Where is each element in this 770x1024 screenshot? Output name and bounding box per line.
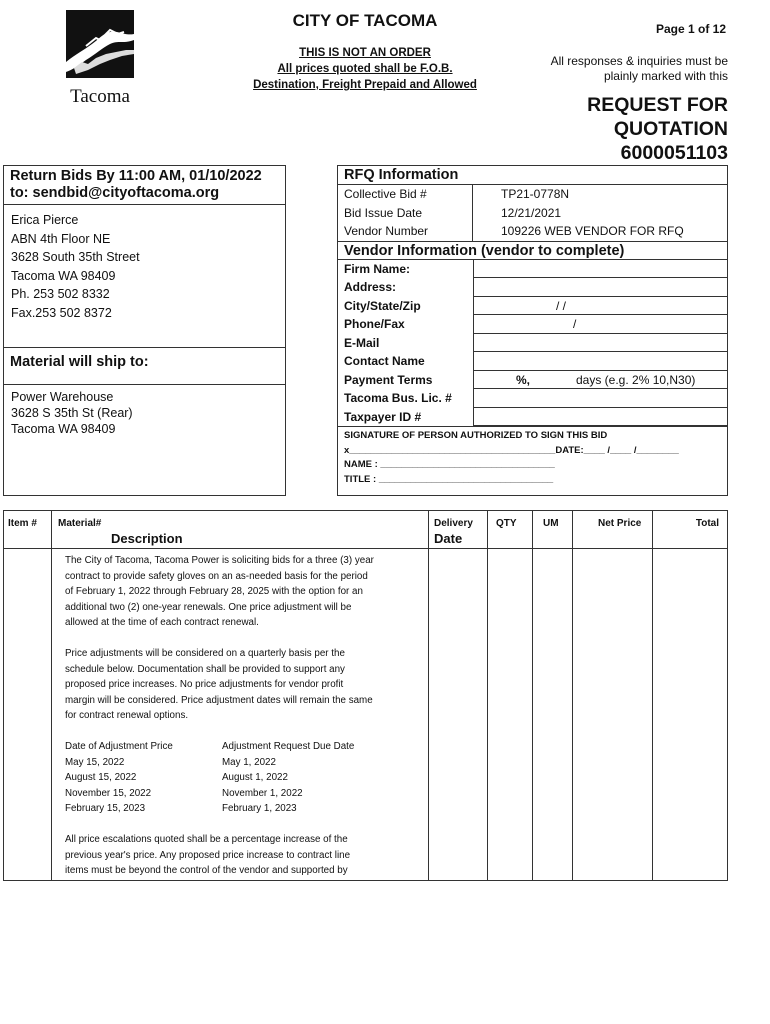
adjustment-price-date-header: Date of Adjustment Price	[65, 741, 173, 752]
notice-line-1: THIS IS NOT AN ORDER	[299, 47, 431, 59]
rfq-title-line-1: REQUEST FOR	[587, 94, 728, 116]
city-state-zip-field[interactable]	[473, 297, 727, 316]
adjustment-price-date: May 15, 2022	[65, 756, 125, 768]
return-bids-box	[3, 165, 286, 496]
adjustment-row	[65, 801, 405, 817]
paragraph-line: All price escalations quoted shall be a percentage increase of the	[65, 834, 348, 845]
rfq-title	[540, 93, 728, 165]
qty-column	[488, 511, 533, 880]
price-escalation-paragraph	[65, 832, 405, 879]
solicitation-paragraph	[65, 553, 405, 631]
phone-fax-field[interactable]	[473, 315, 727, 334]
city-of-tacoma-logo	[66, 10, 134, 110]
paragraph-line: Price adjustments will be considered on a quarterly basis per the	[65, 648, 345, 659]
net-price-header: Net Price	[598, 518, 642, 529]
adjustment-price-date: February 15, 2023	[65, 803, 146, 814]
ship-to-line-3: Tacoma WA 98409	[11, 422, 116, 436]
ship-to-address	[4, 385, 285, 441]
adjustment-due-date: May 1, 2022	[222, 756, 276, 768]
total-header: Total	[695, 518, 719, 529]
vendor-info-title: Vendor Information (vendor to complete)	[338, 241, 727, 260]
vendor-number-label: Vendor Number	[338, 222, 473, 241]
line-items-table	[3, 510, 728, 881]
adjustment-schedule	[65, 739, 405, 817]
business-license-field[interactable]	[473, 389, 727, 408]
contact-name-label: Contact Name	[344, 354, 425, 368]
payment-percent: %,	[516, 372, 531, 387]
price-adjustment-paragraph	[65, 646, 405, 724]
city-state-zip-label: City/State/Zip	[344, 298, 421, 313]
collective-bid-label: Collective Bid #	[338, 185, 473, 204]
paragraph-line: The City of Tacoma, Tacoma Power is soliciting bids for a three (3) year	[65, 555, 374, 566]
payment-days: days (e.g. 2% 10,N30)	[576, 372, 696, 387]
rfq-title-line-2: QUOTATION	[613, 118, 728, 140]
rfq-info-title: RFQ Information	[338, 166, 727, 185]
collective-bid-value: TP21-0778N	[501, 187, 570, 201]
buyer-phone: Ph. 253 502 8332	[11, 287, 110, 301]
adjustment-due-date: August 1, 2022	[222, 772, 288, 783]
rfq-number: 6000051103	[620, 142, 728, 164]
adjustment-price-date: August 15, 2022	[65, 772, 137, 783]
firm-name-field[interactable]	[473, 260, 727, 279]
buyer-fax: Fax.253 502 8372	[11, 305, 112, 320]
signature-block	[338, 426, 727, 489]
payment-terms-label: Payment Terms	[344, 372, 433, 387]
notice-line-2: All prices quoted shall be F.O.B.	[277, 63, 453, 75]
taxpayer-id-label: Taxpayer ID #	[344, 409, 422, 424]
adjustment-row	[65, 755, 405, 771]
buyer-contact	[4, 205, 285, 347]
ship-to-line-1: Power Warehouse	[11, 390, 114, 404]
rfq-row-collective-bid	[338, 185, 727, 204]
signer-title-line[interactable]: TITLE : _________________________________	[344, 473, 554, 485]
header-divider	[4, 548, 727, 549]
paragraph-line: proposed price increases. No price adjustments for vendor profit	[65, 679, 344, 690]
paragraph-line: items must be beyond the control of the vendor and supported by	[65, 865, 348, 876]
um-column	[533, 511, 573, 880]
ship-to-title: Material will ship to:	[10, 354, 149, 370]
taxpayer-id-field[interactable]	[473, 408, 727, 427]
buyer-name: Erica Pierce	[11, 213, 79, 227]
description-text	[65, 553, 405, 894]
paragraph-line: allowed at the time of each contract renewal.	[65, 617, 259, 628]
contact-name-field[interactable]	[473, 352, 727, 371]
email-row	[338, 334, 727, 353]
inquiries-line-1: All responses & inquiries must be	[550, 54, 728, 68]
firm-name-label: Firm Name:	[344, 261, 411, 276]
adjustment-due-date: November 1, 2022	[222, 787, 303, 799]
city-state-zip-row	[338, 297, 727, 316]
signature-title: SIGNATURE OF PERSON AUTHORIZED TO SIGN THIS BID	[344, 430, 608, 441]
firm-name-row	[338, 260, 727, 279]
business-license-row	[338, 389, 727, 408]
return-bids-email: to: sendbid@cityoftacoma.org	[10, 185, 220, 201]
address-row	[338, 278, 727, 297]
signer-name-line[interactable]: NAME : _________________________________	[344, 459, 555, 470]
taxpayer-id-row	[338, 408, 727, 427]
phone-fax-label: Phone/Fax	[344, 317, 405, 331]
adjustment-row	[65, 770, 405, 786]
email-label: E-Mail	[344, 335, 380, 350]
address-field[interactable]	[473, 278, 727, 297]
item-column	[4, 511, 52, 880]
payment-terms-row	[338, 371, 727, 390]
description-header: Description	[111, 531, 183, 546]
ship-to-line-2: 3628 S 35th St (Rear)	[11, 406, 133, 420]
net-price-column	[573, 511, 653, 880]
rfq-info-box	[337, 165, 728, 496]
material-header: Material#	[58, 518, 102, 529]
return-bids-deadline: Return Bids By 11:00 AM, 01/10/2022	[10, 168, 262, 184]
business-license-label: Tacoma Bus. Lic. #	[344, 391, 452, 405]
city-title: CITY OF TACOMA	[292, 11, 438, 30]
address-label: Address:	[344, 280, 397, 294]
paragraph-line: for contract renewal options.	[65, 710, 189, 721]
page-count: Page 1 of 12	[655, 22, 726, 36]
um-header: UM	[543, 518, 559, 529]
delivery-header: Delivery	[434, 518, 473, 529]
rfq-row-issue-date	[338, 204, 727, 223]
phone-fax-row	[338, 315, 727, 334]
adjustment-due-date-header: Adjustment Request Due Date	[222, 741, 355, 752]
item-header: Item #	[8, 518, 37, 529]
issue-date-label: Bid Issue Date	[338, 204, 473, 223]
contact-name-row	[338, 352, 727, 371]
inquiries-note	[520, 54, 728, 84]
paragraph-line: schedule below. Documentation shall be provided to support any	[65, 663, 345, 675]
adjustment-header-row	[65, 739, 405, 755]
date-header: Date	[434, 531, 463, 546]
svg-text:Tacoma: Tacoma	[70, 86, 130, 107]
inquiries-line-2: plainly marked with this	[603, 69, 728, 83]
buyer-street: 3628 South 35th Street	[11, 250, 140, 264]
payment-terms-field[interactable]	[473, 371, 727, 390]
vendor-number-value: 109226 WEB VENDOR FOR RFQ	[501, 224, 684, 238]
adjustment-due-date: February 1, 2023	[222, 803, 297, 814]
paragraph-line: margin will be considered. Price adjustment dates will remain the same	[65, 694, 373, 706]
email-field[interactable]	[473, 334, 727, 353]
issue-date-value: 12/21/2021	[501, 205, 562, 220]
phone-slash: /	[573, 317, 577, 331]
adjustment-row	[65, 786, 405, 802]
signature-line[interactable]: x_______________________________________DATE:____ /____ /________	[344, 444, 679, 456]
paragraph-line: contract to provide safety gloves on an as-needed basis for the period	[65, 570, 368, 582]
fob-notice	[200, 45, 530, 93]
qty-header: QTY	[496, 518, 517, 529]
paragraph-line: of February 1, 2022 through February 28, 2025 with the option for an	[65, 586, 363, 597]
paragraph-line: additional two (2) one-year renewals. One price adjustment will be	[65, 601, 352, 613]
return-bids-header	[4, 166, 285, 204]
notice-line-3: Destination, Freight Prepaid and Allowed	[253, 79, 477, 91]
paragraph-line: previous year's price. Any proposed price increase to contract line	[65, 849, 351, 861]
delivery-column	[429, 511, 488, 880]
buyer-city: Tacoma WA 98409	[11, 268, 116, 283]
adjustment-price-date: November 15, 2022	[65, 787, 152, 799]
rfq-row-vendor-number	[338, 222, 727, 241]
buyer-floor: ABN 4th Floor NE	[11, 231, 111, 246]
city-slashes: / /	[556, 298, 567, 313]
